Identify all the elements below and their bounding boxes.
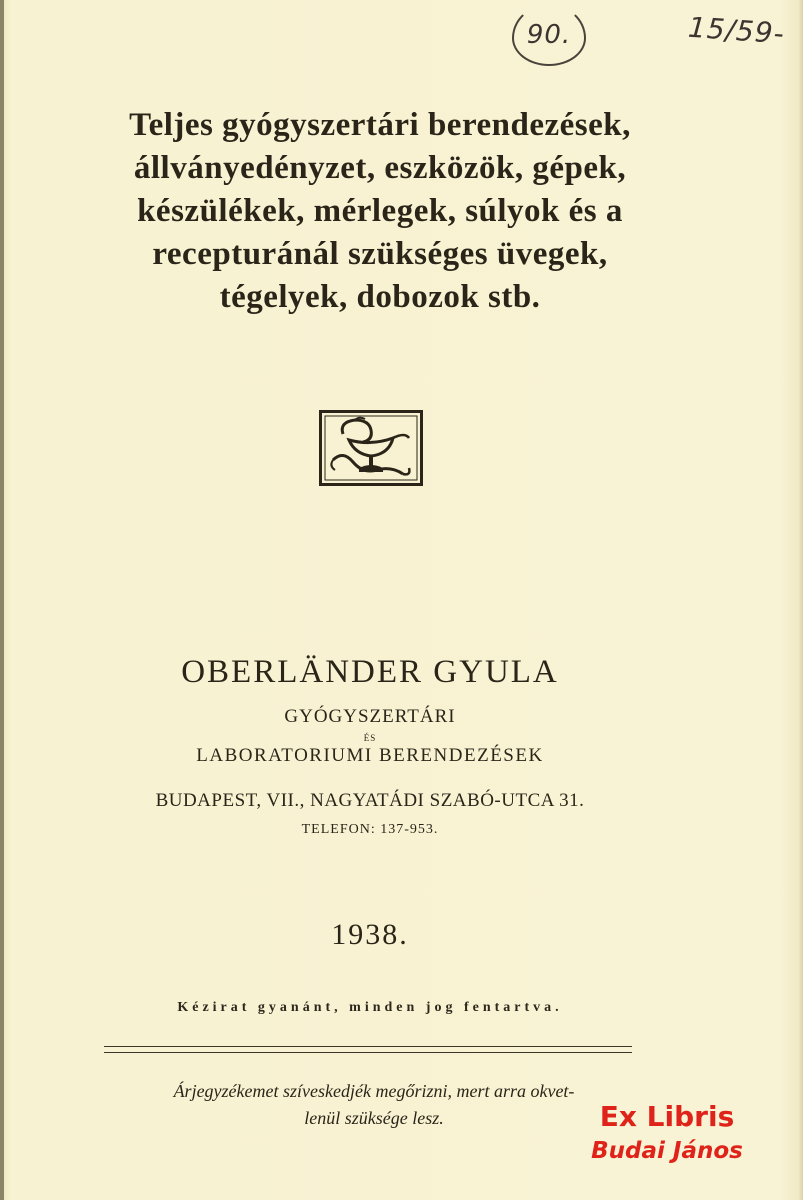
company-phone: TELEFON: 137-953. [301, 822, 439, 837]
company-subtitle-line1: GYÓGYSZERTÁRI [284, 706, 456, 727]
headline [100, 104, 660, 319]
headline-line: tégelyek, dobozok stb. [219, 279, 541, 315]
publication-year: 1938. [331, 918, 409, 951]
binding-edge [0, 0, 4, 1200]
rights-notice: Kézirat gyanánt, minden jog fentartva. [177, 1000, 563, 1015]
company-subtitle-line2: LABORATORIUMI BERENDEZÉSEK [196, 745, 544, 766]
headline-line: recepturánál szükséges üvegek, [152, 236, 608, 272]
ex-libris-label: Ex Libris [599, 1100, 735, 1133]
company-name: OBERLÄNDER GYULA [181, 654, 559, 690]
ex-libris-stamp [582, 1100, 752, 1166]
divider-rule [104, 1052, 632, 1053]
handwritten-reference: 15/59- [686, 10, 786, 51]
divider-rule [104, 1046, 632, 1047]
pharmacy-serpent-bowl-icon [319, 410, 423, 486]
handwritten-circled-number [512, 4, 586, 66]
circled-number-text: 90. [526, 20, 572, 50]
headline-line: állványedényzet, eszközök, gépek, [133, 150, 627, 186]
headline-line: Teljes gyógyszertári berendezések, [129, 107, 631, 143]
page-edge-shadow [797, 0, 803, 1200]
company-address: BUDAPEST, VII., NAGYATÁDI SZABÓ-UTCA 31. [155, 790, 585, 811]
ex-libris-owner: Budai János [591, 1138, 743, 1164]
headline-line: készülékek, mérlegek, súlyok és a [137, 193, 623, 229]
notice-line: lenül szüksége lesz. [304, 1108, 444, 1128]
company-conjunction: ÉS [363, 733, 377, 743]
notice-line: Árjegyzékemet szíveskedjék megőrizni, mert arra okvet- [173, 1081, 575, 1101]
keep-catalog-notice [104, 1078, 644, 1132]
